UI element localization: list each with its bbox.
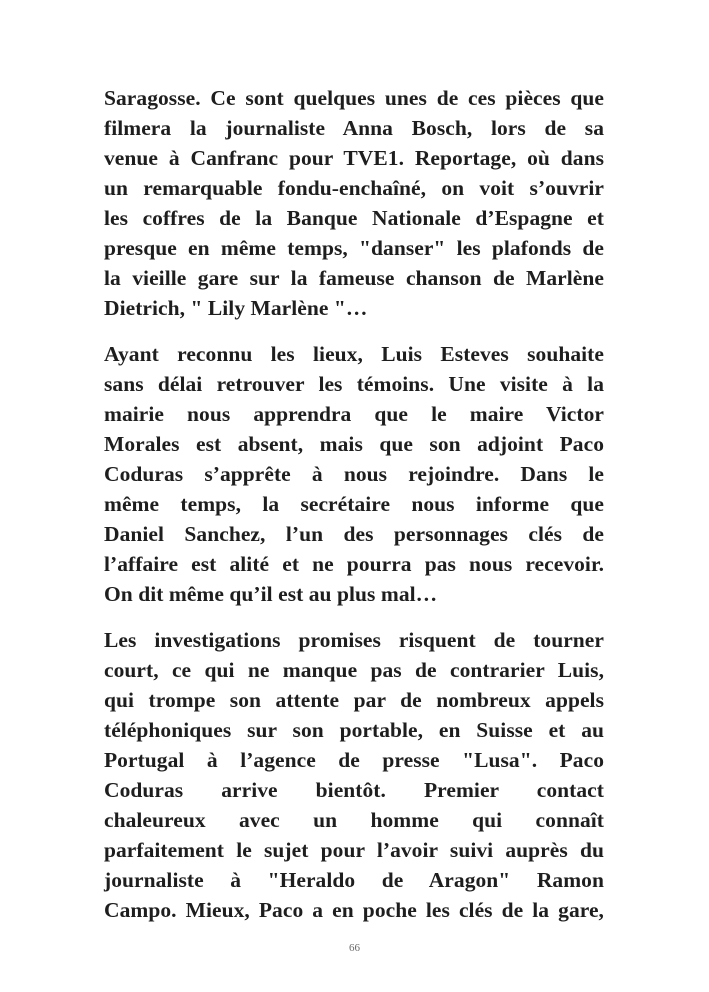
text-line: la vieille gare sur la fameuse chanson de Marlène <box>104 266 604 290</box>
text-line: venue à Canfranc pour TVE1. Reportage, où dans <box>104 146 604 170</box>
text-line: On dit même qu’il est au plus mal… <box>104 582 438 606</box>
text-line: Portugal à l’agence de presse "Lusa". Paco <box>104 748 604 772</box>
paragraph-3 <box>104 625 604 925</box>
text-line: Coduras s’apprête à nous rejoindre. Dans le <box>104 462 604 486</box>
text-line: Coduras arrive bientôt. Premier contact <box>104 778 604 802</box>
paragraph-1 <box>104 83 604 323</box>
text-line: Ayant reconnu les lieux, Luis Esteves souhaite <box>104 342 604 366</box>
text-line: Campo. Mieux, Paco a en poche les clés de la gare, <box>104 898 604 922</box>
page-number: 66 <box>349 942 360 954</box>
text-line: court, ce qui ne manque pas de contrarier Luis, <box>104 658 604 682</box>
text-line: journaliste à "Heraldo de Aragon" Ramon <box>104 868 604 892</box>
text-line: presque en même temps, "danser" les plafonds de <box>104 236 604 260</box>
text-line: qui trompe son attente par de nombreux appels <box>104 688 604 712</box>
page-body <box>104 83 604 941</box>
text-line: téléphoniques sur son portable, en Suisse et au <box>104 718 604 742</box>
text-line: Morales est absent, mais que son adjoint Paco <box>104 432 604 456</box>
text-line: mairie nous apprendra que le maire Victor <box>104 402 604 426</box>
text-line: sans délai retrouver les témoins. Une visite à la <box>104 372 604 396</box>
text-line: les coffres de la Banque Nationale d’Espagne et <box>104 206 604 230</box>
text-line: un remarquable fondu-enchaîné, on voit s’ouvrir <box>104 176 604 200</box>
text-line: l’affaire est alité et ne pourra pas nous recevoir. <box>104 552 604 576</box>
paragraph-2 <box>104 339 604 609</box>
text-line: Daniel Sanchez, l’un des personnages clés de <box>104 522 604 546</box>
text-line: filmera la journaliste Anna Bosch, lors de sa <box>104 116 604 140</box>
text-line: même temps, la secrétaire nous informe que <box>104 492 604 516</box>
text-line: chaleureux avec un homme qui connaît <box>104 808 604 832</box>
text-line: Dietrich, " Lily Marlène "… <box>104 296 368 320</box>
text-line: Les investigations promises risquent de tourner <box>104 628 604 652</box>
text-line: parfaitement le sujet pour l’avoir suivi auprès du <box>104 838 604 862</box>
text-line: Saragosse. Ce sont quelques unes de ces pièces que <box>104 86 604 110</box>
